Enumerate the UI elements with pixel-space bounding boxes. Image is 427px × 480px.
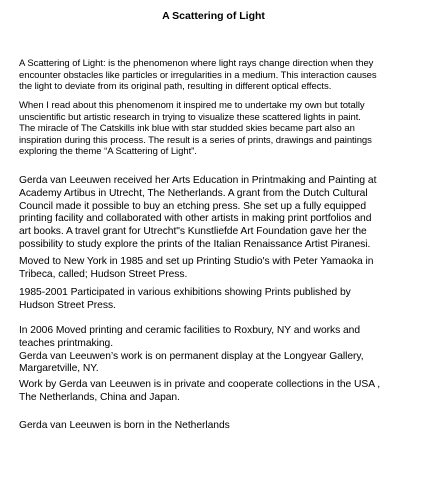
text-line: Gerda van Leeuwen is born in the Netherlands [19, 420, 230, 431]
text-line: Hudson Street Press. [19, 299, 116, 311]
text-line: teaches printmaking. [19, 337, 114, 349]
text-line: The miracle of The Catskills ink blue with star studded skies became part also an [19, 123, 355, 135]
paragraph-born [19, 420, 419, 433]
text-line: encounter obstacles like particles or irregularities in a medium. This interaction causes [19, 69, 377, 81]
text-line: Moved to New York in 1985 and set up Printing Studio's with Peter Yamaoka in [19, 256, 374, 267]
text-line: the light to deviate from its original path, resulting in different optical effects. [19, 81, 332, 93]
text-line: When I read about this phenomenom it inspired me to undertake my own but totally [19, 100, 365, 111]
text-line: unscientific but artistic research in trying to visualize these scattered lights in paint. [19, 111, 361, 123]
text-line: exploring the theme “A Scattering of Light”. [19, 146, 197, 158]
text-line: Margaretville, NY. [19, 363, 99, 375]
text-line: Gerda van Leeuwen’s work is on permanent display at the Longyear Gallery, [19, 350, 364, 362]
text-line: Academy Artibus in Utrecht, The Netherlands. A grant from the Dutch Cultural [19, 187, 368, 199]
paragraph-roxbury [19, 325, 419, 376]
text-line: art books. A travel grant for Utrecht"s Kunstliefde Art Foundation gave her the [19, 226, 367, 238]
document-title: A Scattering of Light [162, 10, 265, 22]
paragraph-exhibitions [19, 287, 419, 313]
text-line: inspiration during this process. The result is a series of prints, drawings and paintings [19, 134, 372, 146]
paragraph-collections [19, 379, 419, 405]
text-line: Work by Gerda van Leeuwen is in private and cooperate collections in the USA , [19, 379, 381, 390]
paragraph-research [19, 100, 419, 158]
text-line: In 2006 Moved printing and ceramic facilities to Roxbury, NY and works and [19, 325, 361, 336]
text-line: Tribeca, called; Hudson Street Press. [19, 268, 188, 280]
text-line: possibility to study explore the prints of the Italian Renaissance Artist Piranesi. [19, 238, 371, 250]
paragraph-education [19, 175, 419, 252]
paragraph-intro [19, 58, 419, 93]
text-line: A Scattering of Light: is the phenomenon where light rays change direction when they [19, 58, 374, 69]
text-line: printing facility and collaborated with other artists in making print portfolios and [19, 213, 372, 225]
paragraph-new-york [19, 256, 419, 282]
text-line: The Netherlands, China and Japan. [19, 391, 180, 403]
text-line: 1985-2001 Participated in various exhibitions showing Prints published by [19, 287, 351, 298]
text-line: Gerda van Leeuwen received her Arts Education in Printmaking and Painting at [19, 175, 377, 186]
text-line: Council made it possible to buy an etching press. She set up a fully equipped [19, 200, 367, 212]
